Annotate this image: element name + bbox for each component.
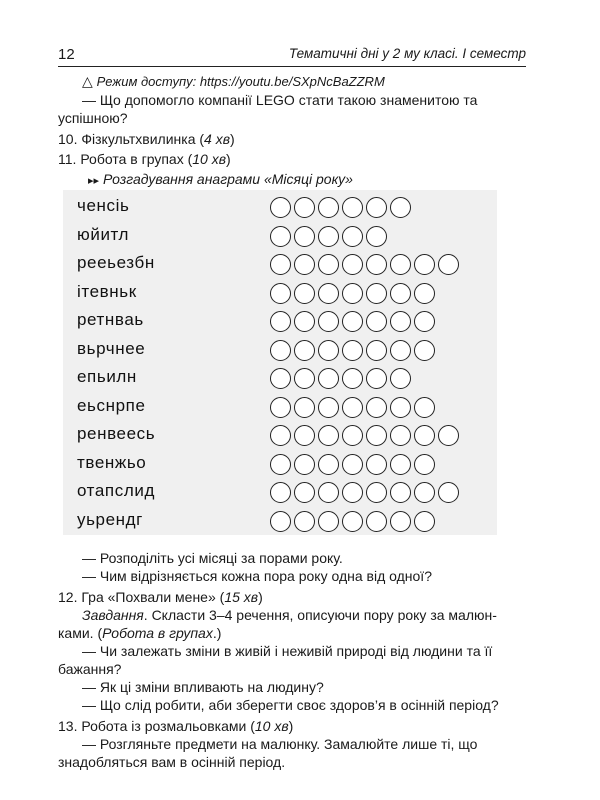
letter-circle[interactable] <box>270 511 291 532</box>
letter-circle[interactable] <box>366 425 387 446</box>
anagram-word: епьилн <box>77 367 137 386</box>
letter-circle[interactable] <box>270 482 291 503</box>
letter-circle[interactable] <box>366 197 387 218</box>
anagram-row <box>63 194 497 224</box>
double-chevron-icon: ▸▸ <box>88 175 100 187</box>
access-line <box>82 72 550 91</box>
letter-circle[interactable] <box>270 454 291 475</box>
letter-circle[interactable] <box>342 425 363 446</box>
letter-circle[interactable] <box>318 425 339 446</box>
item-11 <box>58 150 526 168</box>
letter-circle[interactable] <box>318 283 339 304</box>
answer-circles <box>270 254 459 275</box>
letter-circle[interactable] <box>294 397 315 418</box>
letter-circle[interactable] <box>342 340 363 361</box>
anagram-row <box>63 479 497 509</box>
item-duration-close: ) <box>226 151 231 167</box>
letter-circle[interactable] <box>294 454 315 475</box>
anagram-row <box>63 508 497 538</box>
letter-circle[interactable] <box>414 454 435 475</box>
letter-circle[interactable] <box>366 511 387 532</box>
letter-circle[interactable] <box>294 254 315 275</box>
letter-circle[interactable] <box>390 311 411 332</box>
letter-circle[interactable] <box>342 511 363 532</box>
anagram-word: ітевньк <box>77 281 137 301</box>
letter-circle[interactable] <box>342 482 363 503</box>
letter-circle[interactable] <box>318 368 339 389</box>
answer-circles <box>270 283 435 304</box>
item-number: 11. <box>58 151 77 167</box>
item-duration-close: ) <box>288 718 294 734</box>
answer-circles <box>270 397 435 418</box>
letter-circle[interactable] <box>318 311 339 332</box>
item-duration-close: ) <box>230 131 235 147</box>
answer-circles <box>270 197 411 218</box>
anagram-word: юйитл <box>77 224 130 244</box>
item-duration-close: ) <box>258 589 263 605</box>
task-line2-end: .) <box>212 625 222 641</box>
letter-circle[interactable] <box>414 397 435 418</box>
letter-circle[interactable] <box>390 454 411 475</box>
item-number: 12. <box>58 589 78 605</box>
letter-circle[interactable] <box>270 226 291 247</box>
letter-circle[interactable] <box>366 454 387 475</box>
nature-question-line1: — Чи залежать зміни в живій і неживій природі від людини та її <box>82 643 493 659</box>
task-label: Завдання <box>82 607 144 623</box>
letter-circle[interactable] <box>318 226 339 247</box>
running-title: Тематичні дні у 2 му класі. I семестр <box>288 46 526 61</box>
letter-circle[interactable] <box>318 397 339 418</box>
letter-circle[interactable] <box>390 511 411 532</box>
item-12-task <box>82 606 550 624</box>
letter-circle[interactable] <box>390 197 411 218</box>
letter-circle[interactable] <box>366 311 387 332</box>
anagram-row <box>63 394 497 424</box>
letter-circle[interactable] <box>366 226 387 247</box>
anagram-word: ретнваь <box>77 310 144 329</box>
letter-circle[interactable] <box>318 254 339 275</box>
letter-circle[interactable] <box>390 482 411 503</box>
anagram-row <box>63 223 497 253</box>
letter-circle[interactable] <box>294 311 315 332</box>
letter-circle[interactable] <box>438 425 459 446</box>
letter-circle[interactable] <box>366 254 387 275</box>
letter-circle[interactable] <box>270 254 291 275</box>
letter-circle[interactable] <box>270 283 291 304</box>
letter-circle[interactable] <box>294 511 315 532</box>
letter-circle[interactable] <box>390 340 411 361</box>
letter-circle[interactable] <box>270 311 291 332</box>
anagram-row <box>63 422 497 452</box>
answer-circles <box>270 311 435 332</box>
item-title: Фізкультхвилинка ( <box>81 131 205 147</box>
letter-circle[interactable] <box>414 311 435 332</box>
item-10 <box>58 130 526 148</box>
item-duration: 10 хв <box>254 718 289 734</box>
anagram-word: ренвеесь <box>77 424 156 443</box>
anagram-row <box>63 280 497 310</box>
item-title: Робота в групах ( <box>80 151 193 167</box>
letter-circle[interactable] <box>390 283 411 304</box>
anagram-word: рееьезбн <box>77 253 155 272</box>
item-duration: 10 хв <box>192 151 227 167</box>
letter-circle[interactable] <box>342 226 363 247</box>
item-13 <box>58 717 526 735</box>
letter-circle[interactable] <box>366 397 387 418</box>
letter-circle[interactable] <box>294 226 315 247</box>
answer-circles <box>270 511 435 532</box>
letter-circle[interactable] <box>438 254 459 275</box>
anagram-panel <box>63 190 497 535</box>
answer-circles <box>270 340 435 361</box>
anagram-row <box>63 251 497 281</box>
letter-circle[interactable] <box>414 482 435 503</box>
letter-circle[interactable] <box>294 482 315 503</box>
letter-circle[interactable] <box>342 197 363 218</box>
anagram-row <box>63 308 497 338</box>
item-duration: 4 хв <box>204 131 231 147</box>
letter-circle[interactable] <box>270 397 291 418</box>
lego-question-line1: — Що допомогло компанії LEGO стати такою знаменитою та <box>82 92 478 108</box>
letter-circle[interactable] <box>366 340 387 361</box>
letter-circle[interactable] <box>294 283 315 304</box>
item-12 <box>58 588 526 606</box>
letter-circle[interactable] <box>318 340 339 361</box>
anagram-word: уьрендг <box>77 509 143 529</box>
item-title: Гра «Похвали мене» ( <box>81 589 225 605</box>
letter-circle[interactable] <box>366 368 387 389</box>
task-line2-start: ками. ( <box>58 625 103 641</box>
anagram-word: твенжьо <box>77 452 147 472</box>
coloring-instruction-line1: — Розгляньте предмети на малюнку. Замалюйте лише ті, що <box>82 736 478 752</box>
answer-circles <box>270 425 459 446</box>
letter-circle[interactable] <box>342 397 363 418</box>
health-question: — Що слід робити, аби зберегти своє здоров’я в осінній період? <box>82 697 499 713</box>
letter-circle[interactable] <box>294 425 315 446</box>
anagram-row <box>63 337 497 367</box>
letter-circle[interactable] <box>414 340 435 361</box>
letter-circle[interactable] <box>270 197 291 218</box>
letter-circle[interactable] <box>390 397 411 418</box>
letter-circle[interactable] <box>342 454 363 475</box>
letter-circle[interactable] <box>438 482 459 503</box>
answer-circles <box>270 482 459 503</box>
impact-question: — Як ці зміни впливають на людину? <box>82 679 324 695</box>
letter-circle[interactable] <box>390 368 411 389</box>
letter-circle[interactable] <box>342 254 363 275</box>
difference-question: — Чим відрізняється кожна пора року одна від одної? <box>82 568 432 584</box>
video-link[interactable]: Режим доступу: https://youtu.be/SXpNcBaZZRM <box>96 74 385 89</box>
letter-circle[interactable] <box>318 511 339 532</box>
letter-circle[interactable] <box>414 254 435 275</box>
anagram-word: ченсіь <box>77 196 130 215</box>
anagram-word: еьснрпе <box>77 395 146 415</box>
letter-circle[interactable] <box>414 283 435 304</box>
letter-circle[interactable] <box>366 482 387 503</box>
item-duration: 15 хв <box>224 589 259 605</box>
item-number: 10. <box>58 131 78 147</box>
task-heading <box>88 170 556 190</box>
item-title: Робота із розмальовками ( <box>81 718 255 734</box>
anagram-row <box>63 365 497 395</box>
item-number: 13. <box>58 718 78 734</box>
answer-circles <box>270 368 411 389</box>
letter-circle[interactable] <box>414 511 435 532</box>
letter-circle[interactable] <box>366 283 387 304</box>
anagram-word: отапслид <box>77 481 155 500</box>
letter-circle[interactable] <box>270 368 291 389</box>
seasons-question: — Розподіліть усі місяці за порами року. <box>82 550 343 566</box>
letter-circle[interactable] <box>390 425 411 446</box>
group-work-note: Робота в групах <box>102 625 213 641</box>
letter-circle[interactable] <box>270 425 291 446</box>
letter-circle[interactable] <box>342 311 363 332</box>
letter-circle[interactable] <box>270 340 291 361</box>
letter-circle[interactable] <box>294 340 315 361</box>
letter-circle[interactable] <box>294 197 315 218</box>
task-heading-text: Розгадування анаграми «Місяці року» <box>102 171 353 187</box>
anagram-word: вьрчнее <box>77 338 146 358</box>
letter-circle[interactable] <box>318 197 339 218</box>
letter-circle[interactable] <box>294 368 315 389</box>
letter-circle[interactable] <box>390 254 411 275</box>
running-header <box>58 44 526 67</box>
letter-circle[interactable] <box>318 482 339 503</box>
lego-question-line2: успішною? <box>58 110 128 126</box>
letter-circle[interactable] <box>414 425 435 446</box>
page-number: 12 <box>58 46 75 63</box>
nature-question-line2: бажання? <box>58 661 122 677</box>
letter-circle[interactable] <box>342 283 363 304</box>
anagram-row <box>63 451 497 481</box>
answer-circles <box>270 226 387 247</box>
task-text: . Скласти 3–4 речення, описуючи пору року за малюн- <box>143 607 497 623</box>
coloring-instruction-line2: знадобляться вам в осінній період. <box>58 754 286 770</box>
letter-circle[interactable] <box>342 368 363 389</box>
letter-circle[interactable] <box>318 454 339 475</box>
item-12-task-line2 <box>58 624 526 642</box>
answer-circles <box>270 454 435 475</box>
triangle-icon: △ <box>82 73 93 89</box>
